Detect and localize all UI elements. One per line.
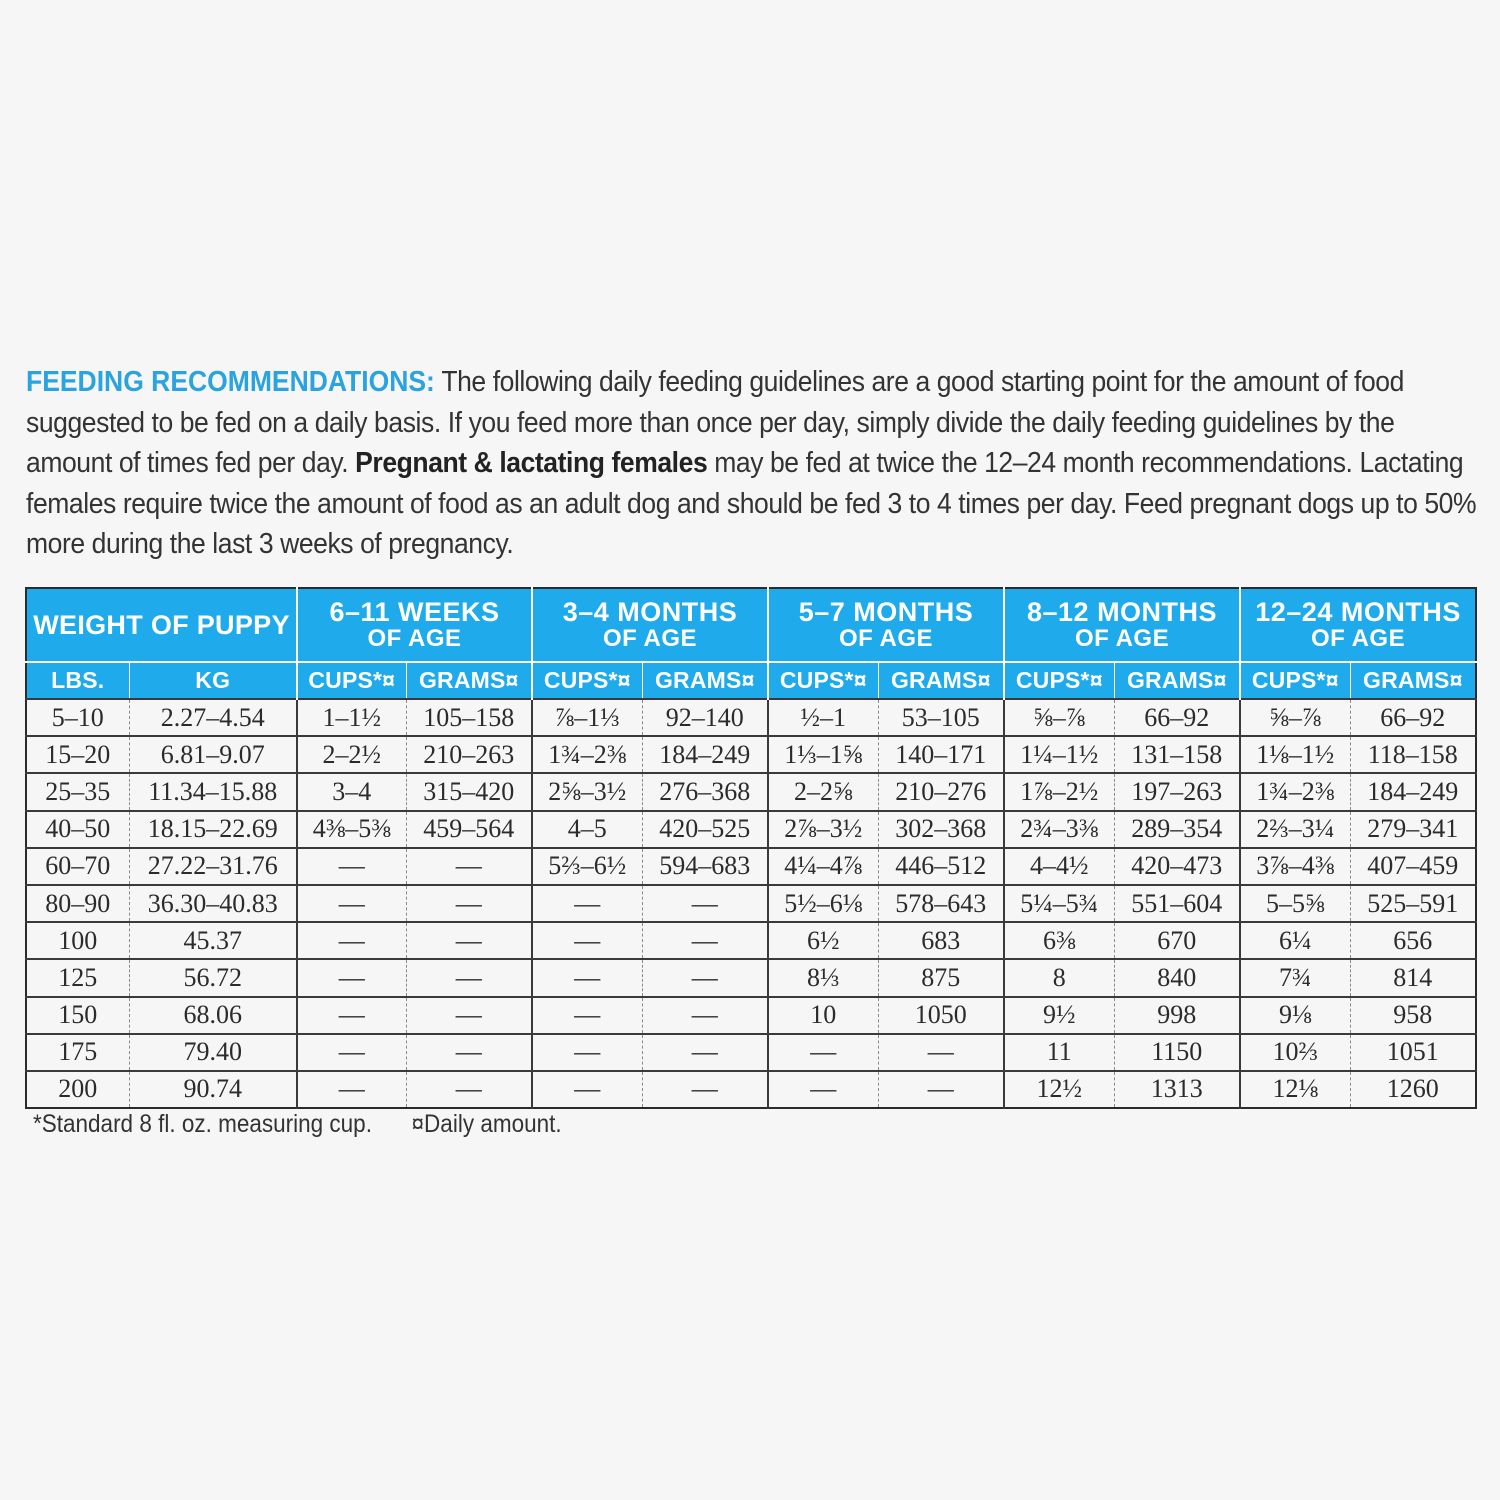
age-group-header	[532, 588, 768, 662]
table-cell: 2–2½	[297, 736, 406, 773]
table-cell: 5–10	[26, 699, 129, 736]
table-cell: —	[642, 922, 768, 959]
table-cell: —	[878, 1034, 1004, 1071]
table-cell: 80–90	[26, 885, 129, 922]
table-cell: 459–564	[406, 811, 532, 848]
age-group-subtitle: OF AGE	[1074, 625, 1170, 652]
age-group-title: 3–4 MONTHS	[562, 597, 738, 627]
unit-header: CUPS*¤	[768, 662, 878, 699]
table-cell: 90.74	[129, 1071, 297, 1108]
table-cell: 1¾–2⅜	[1240, 773, 1350, 810]
age-group-header	[1240, 588, 1476, 662]
footnote-daily-amount: ¤Daily amount.	[411, 1110, 562, 1138]
table-cell: 6¼	[1240, 922, 1350, 959]
table-cell: 1¼–1½	[1004, 736, 1114, 773]
table-cell: 3⅞–4⅜	[1240, 848, 1350, 885]
table-cell: —	[406, 1071, 532, 1108]
table-cell: 4⅜–5⅜	[297, 811, 406, 848]
table-cell: 150	[26, 997, 129, 1034]
table-cell: 15–20	[26, 736, 129, 773]
table-cell: 446–512	[878, 848, 1004, 885]
table-cell: 1–1½	[297, 699, 406, 736]
table-cell: 2⅔–3¼	[1240, 811, 1350, 848]
table-cell: 525–591	[1350, 885, 1476, 922]
table-cell: —	[532, 922, 642, 959]
table-cell: 125	[26, 959, 129, 996]
table-cell: 1050	[878, 997, 1004, 1034]
table-cell: 140–171	[878, 736, 1004, 773]
unit-header: GRAMS¤	[642, 662, 768, 699]
table-row	[26, 736, 1476, 773]
table-cell: 8⅓	[768, 959, 878, 996]
table-cell: 175	[26, 1034, 129, 1071]
table-cell: 289–354	[1114, 811, 1240, 848]
table-cell: 131–158	[1114, 736, 1240, 773]
table-cell: 10	[768, 997, 878, 1034]
table-cell: —	[532, 997, 642, 1034]
table-cell: ⅝–⅞	[1240, 699, 1350, 736]
table-cell: 6.81–9.07	[129, 736, 297, 773]
table-cell: —	[297, 848, 406, 885]
table-row	[26, 773, 1476, 810]
table-cell: 197–263	[1114, 773, 1240, 810]
table-cell: —	[406, 885, 532, 922]
table-cell: —	[642, 1034, 768, 1071]
table-cell: 100	[26, 922, 129, 959]
age-group-header	[297, 588, 532, 662]
table-cell: 5⅔–6½	[532, 848, 642, 885]
table-cell: 210–276	[878, 773, 1004, 810]
weight-of-puppy-header: WEIGHT OF PUPPY	[26, 588, 297, 662]
unit-header: GRAMS¤	[1114, 662, 1240, 699]
table-cell: 5–5⅝	[1240, 885, 1350, 922]
table-cell: 200	[26, 1071, 129, 1108]
table-cell: 1¾–2⅜	[532, 736, 642, 773]
table-cell: 958	[1350, 997, 1476, 1034]
table-cell: 4–5	[532, 811, 642, 848]
table-cell: —	[532, 1034, 642, 1071]
table-row	[26, 885, 1476, 922]
age-group-subtitle: OF AGE	[602, 625, 698, 652]
table-cell: 3–4	[297, 773, 406, 810]
table-cell: —	[878, 1071, 1004, 1108]
table-cell: 25–35	[26, 773, 129, 810]
table-cell: 2¾–3⅜	[1004, 811, 1114, 848]
table-cell: 210–263	[406, 736, 532, 773]
intro-text-part1: The following daily feeding guidelines are a good starting point for the amount of food suggested to be fed on a daily basis. If you feed more than once per day, simply divide the daily feeding guidelines by the amount of times fed per day.	[26, 366, 1404, 480]
table-cell: —	[532, 1071, 642, 1108]
table-cell: 998	[1114, 997, 1240, 1034]
intro-text-part2: may be fed at twice the 12–24 month recommendations. Lactating females require twice the amount of food as an adult dog and should be fed 3 to 4 times per day. Feed pregnant dogs up to 50% more during the last 3 weeks of pregnancy.	[26, 447, 1477, 561]
table-cell: 12⅛	[1240, 1071, 1350, 1108]
table-cell: 7¾	[1240, 959, 1350, 996]
age-group-subtitle: OF AGE	[838, 625, 934, 652]
table-cell: —	[406, 848, 532, 885]
table-cell: 1051	[1350, 1034, 1476, 1071]
table-cell: 1150	[1114, 1034, 1240, 1071]
feeding-table	[25, 587, 1477, 1109]
table-cell: —	[532, 885, 642, 922]
table-header	[26, 588, 1476, 699]
table-row	[26, 811, 1476, 848]
table-cell: —	[297, 1034, 406, 1071]
table-cell: 45.37	[129, 922, 297, 959]
table-row	[26, 959, 1476, 996]
table-cell: 105–158	[406, 699, 532, 736]
table-cell: 11.34–15.88	[129, 773, 297, 810]
table-cell: —	[532, 959, 642, 996]
age-group-title: 5–7 MONTHS	[798, 597, 974, 627]
table-cell: —	[768, 1071, 878, 1108]
table-cell: 1260	[1350, 1071, 1476, 1108]
table-cell: 683	[878, 922, 1004, 959]
table-cell: 118–158	[1350, 736, 1476, 773]
table-cell: 814	[1350, 959, 1476, 996]
table-cell: 1⅓–1⅝	[768, 736, 878, 773]
table-cell: —	[297, 1071, 406, 1108]
table-cell: 92–140	[642, 699, 768, 736]
table-cell: 551–604	[1114, 885, 1240, 922]
table-cell: 420–525	[642, 811, 768, 848]
table-cell: 2⅝–3½	[532, 773, 642, 810]
table-cell: 1⅞–2½	[1004, 773, 1114, 810]
table-cell: 11	[1004, 1034, 1114, 1071]
table-cell: 60–70	[26, 848, 129, 885]
table-cell: —	[768, 1034, 878, 1071]
intro-bold-phrase: Pregnant & lactating females	[355, 447, 708, 480]
table-cell: —	[642, 959, 768, 996]
table-cell: 4¼–4⅞	[768, 848, 878, 885]
table-cell: 27.22–31.76	[129, 848, 297, 885]
table-cell: 4–4½	[1004, 848, 1114, 885]
age-group-header	[768, 588, 1004, 662]
table-cell: 5¼–5¾	[1004, 885, 1114, 922]
table-cell: 18.15–22.69	[129, 811, 297, 848]
unit-header: GRAMS¤	[1350, 662, 1476, 699]
table-cell: ⅞–1⅓	[532, 699, 642, 736]
table-cell: —	[406, 1034, 532, 1071]
table-cell: 6⅜	[1004, 922, 1114, 959]
unit-header: GRAMS¤	[878, 662, 1004, 699]
unit-header: KG	[129, 662, 297, 699]
table-cell: 12½	[1004, 1071, 1114, 1108]
table-cell: 420–473	[1114, 848, 1240, 885]
table-row	[26, 699, 1476, 736]
age-group-title: 6–11 WEEKS	[329, 597, 500, 627]
table-cell: 670	[1114, 922, 1240, 959]
table-cell: —	[297, 885, 406, 922]
table-cell: 8	[1004, 959, 1114, 996]
unit-header: CUPS*¤	[1240, 662, 1350, 699]
table-row	[26, 997, 1476, 1034]
table-cell: 184–249	[642, 736, 768, 773]
table-cell: —	[642, 885, 768, 922]
table-cell: 66–92	[1114, 699, 1240, 736]
unit-header-row	[26, 662, 1476, 699]
footnotes	[33, 1110, 562, 1139]
table-cell: 276–368	[642, 773, 768, 810]
table-cell: 79.40	[129, 1034, 297, 1071]
table-cell: 2–2⅝	[768, 773, 878, 810]
table-cell: —	[642, 997, 768, 1034]
table-cell: ½–1	[768, 699, 878, 736]
unit-header: CUPS*¤	[1004, 662, 1114, 699]
table-cell: 1313	[1114, 1071, 1240, 1108]
unit-header: CUPS*¤	[532, 662, 642, 699]
table-row	[26, 848, 1476, 885]
table-cell: 5½–6⅛	[768, 885, 878, 922]
table-cell: —	[297, 959, 406, 996]
table-cell: 10⅔	[1240, 1034, 1350, 1071]
unit-header: LBS.	[26, 662, 129, 699]
table-cell: 656	[1350, 922, 1476, 959]
table-cell: —	[406, 959, 532, 996]
feeding-recommendations-heading: FEEDING RECOMMENDATIONS:	[26, 366, 435, 398]
table-cell: —	[642, 1071, 768, 1108]
table-cell: 184–249	[1350, 773, 1476, 810]
table-body	[26, 699, 1476, 1108]
table-cell: 56.72	[129, 959, 297, 996]
table-cell: 407–459	[1350, 848, 1476, 885]
table-cell: —	[406, 922, 532, 959]
table-cell: 875	[878, 959, 1004, 996]
table-cell: 2.27–4.54	[129, 699, 297, 736]
table-cell: —	[406, 997, 532, 1034]
table-cell: 302–368	[878, 811, 1004, 848]
table-cell: 1⅛–1½	[1240, 736, 1350, 773]
table-cell: 66–92	[1350, 699, 1476, 736]
unit-header: GRAMS¤	[406, 662, 532, 699]
feeding-recommendations-text	[26, 362, 1477, 565]
table-cell: 840	[1114, 959, 1240, 996]
table-cell: —	[297, 922, 406, 959]
footnote-measuring-cup: *Standard 8 fl. oz. measuring cup.	[33, 1110, 372, 1138]
table-cell: ⅝–⅞	[1004, 699, 1114, 736]
table-cell: 36.30–40.83	[129, 885, 297, 922]
age-group-header-row	[26, 588, 1476, 662]
table-cell: 9⅛	[1240, 997, 1350, 1034]
table-cell: 40–50	[26, 811, 129, 848]
table-cell: 279–341	[1350, 811, 1476, 848]
table-cell: 594–683	[642, 848, 768, 885]
age-group-title: 12–24 MONTHS	[1255, 597, 1461, 627]
age-group-subtitle: OF AGE	[1310, 625, 1406, 652]
table-cell: 578–643	[878, 885, 1004, 922]
table-row	[26, 1034, 1476, 1071]
age-group-title: 8–12 MONTHS	[1027, 597, 1218, 627]
table-cell: 68.06	[129, 997, 297, 1034]
age-group-subtitle: OF AGE	[367, 625, 462, 652]
table-cell: —	[297, 997, 406, 1034]
table-row	[26, 922, 1476, 959]
table-cell: 53–105	[878, 699, 1004, 736]
unit-header: CUPS*¤	[297, 662, 406, 699]
table-cell: 2⅞–3½	[768, 811, 878, 848]
age-group-header	[1004, 588, 1240, 662]
table-cell: 6½	[768, 922, 878, 959]
table-cell: 315–420	[406, 773, 532, 810]
table-cell: 9½	[1004, 997, 1114, 1034]
table-row	[26, 1071, 1476, 1108]
